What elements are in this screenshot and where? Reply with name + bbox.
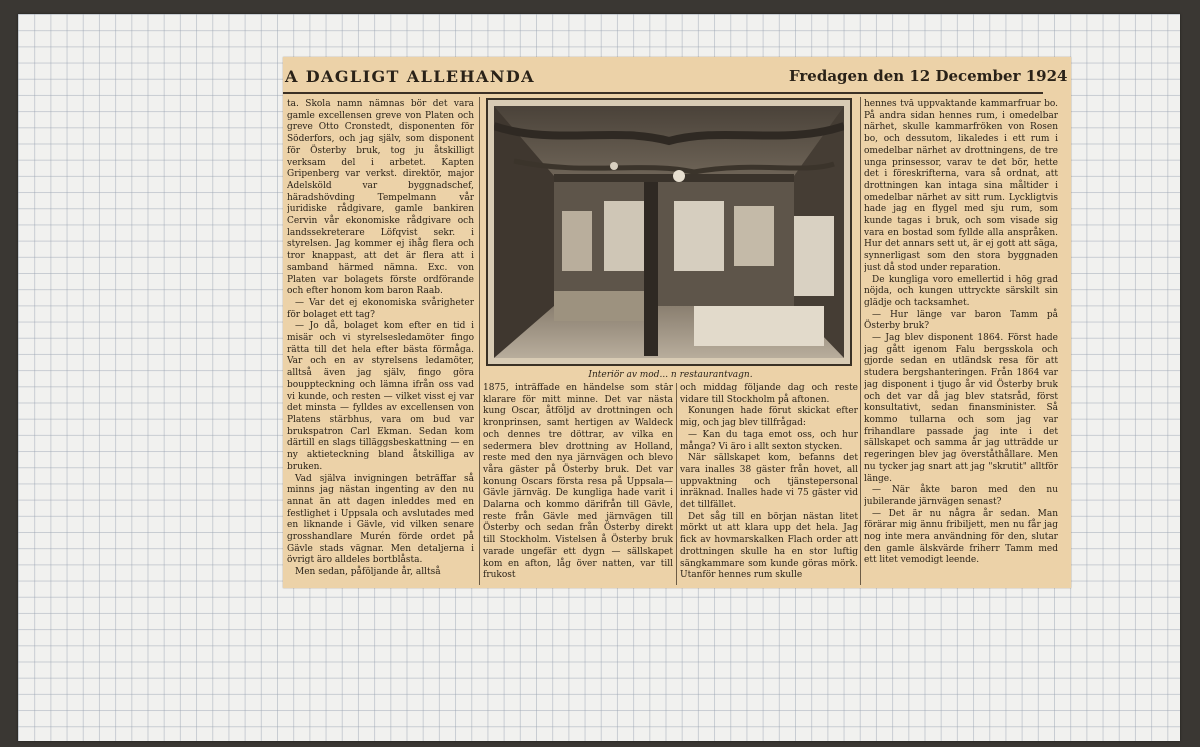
column-rule <box>676 383 677 585</box>
paragraph: — Jo då, bolaget kom efter en tid i misär och vi styrelsesledamöter fingo rätta till det hela efter bästa förmåga. Var och en av styrelsens ledamöter, alltså även jag själv, fingo göra bouppteckning och lämna ifrån oss vad vi kunde, och resten — vilket visst ej var det minsta — fylldes av excellensen von Platens stärbhus, vara om bud var brukspatron Carl Ekman. Sedan kom därtill en slags tilläggsbeskattning — en ny aktieteckning bland åtskilliga av bruken. <box>287 321 474 472</box>
paragraph: När sällskapet kom, befanns det vara inalles 38 gäster från hovet, all uppvaktning och tjänstepersonal inräknad. Inalles hade vi 75 gäster vid det tillfället. <box>680 453 858 511</box>
article-column-2 <box>483 383 673 585</box>
paragraph: — Hur länge var baron Tamm på Österby bruk? <box>864 309 1058 332</box>
paragraph: Vad själva invigningen beträffar så minns jag nästan ingenting av den nu annat än att dagen inleddes med en festlighet i Uppsala och avslutades med en liknande i Gävle, vid vilken senare grosshandlare Murén förde ordet på Gävle stads vägnar. Men detaljerna i övrigt äro alldeles bortblåsta. <box>287 473 474 566</box>
newspaper-clipping <box>283 57 1071 588</box>
restaurant-car-interior-photo <box>494 106 844 358</box>
paragraph: och middag följande dag och reste vidare till Stockholm på aftonen. <box>680 383 858 405</box>
paragraph: Men sedan, påföljande år, alltså <box>295 567 441 578</box>
issue-date: Fredagen den 12 December 1924 <box>789 67 1068 85</box>
paragraph: De kungliga voro emellertid i hög grad nöjda, och kungen uttryckte särskilt sin glädje och tacksamhet. <box>864 274 1058 308</box>
paragraph: — Det är nu några år sedan. Man förärar mig ännu fribiljett, men nu får jag nog inte mera användning för den, slutar den gamle älskvärde friherr Tamm med ett litet vemodigt leende. <box>864 508 1058 566</box>
column-rule <box>860 97 861 585</box>
paragraph: — När åkte baron med den nu jubilerande järnvägen senast? <box>864 485 1058 507</box>
article-column-3 <box>680 383 858 585</box>
column-rule <box>479 97 480 585</box>
paragraph: — Kan du taga emot oss, och hur många? Vi äro i allt sexton stycken. <box>680 429 858 452</box>
paragraph: — Var det ej ekonomiska svårigheter för bolaget ett tag? <box>287 297 474 320</box>
paragraph: Det såg till en början nästan litet mörkt ut att klara upp det hela. Jag fick av hovmarskalken Flach order att drottningen skulle ha en stor luftig sängkammare som kunde göras mörk. Utanför hennes rum skulle <box>680 511 858 581</box>
masthead <box>283 63 1071 93</box>
paragraph: ta. Skola namn nämnas bör det vara gamle excellensen greve von Platen och greve Otto Cronstedt, disponenten för Söderfors, och jag själv, som disponent för Österby bruk, tog ju åtskilligt verksam del i arbetet. Kapten Gripenberg var verkst. direktör, major Adelsköld var byggnadschef, häradshövding Tempelmann vår juridiske rådgivare, gamle bankiren Cervin vår ekonomiske rådgivare och landssekreterare Löfqvist sekr. i styrelsen. Jag kommer ej ihåg flera och tror knappast, att det är flera att i samband härmed nämna. Exc. von Platen var bolagets förste ordförande och efter honom kom baron Raab. <box>287 99 474 297</box>
article-column-1 <box>287 99 474 585</box>
paragraph: hennes två uppvaktande kammarfruar bo. På andra sidan hennes rum, i omedelbar närhet, skulle kammarfröken von Rosen bo, och dessutom, likaledes i ett rum i omedelbar närhet av drottningens, de tre unga prinsessor, varav te det bör, hette det i föreskrifterna, vara så ordnat, att drottningen kan intaga sina måltider i omedelbar närhet av sitt rum. Lyckligtvis hade jag en flygel med sju rum, som kunde tagas i bruk, och som visade sig vara en bostad som fyllde alla anspråken. Hur det annars sett ut, är ej gott att säga, synnerligast som den stora byggnaden just då stod under reparation. <box>864 99 1058 273</box>
masthead-rule <box>283 92 1043 94</box>
paragraph: — Jag blev disponent 1864. Först hade jag gått igenom Falu bergsskola och gjorde sedan en utländsk resa för att studera bergshanteringen. Från 1864 var jag disponent i tjugo år vid Österby bruk och det var då jag blev statsråd, först konsultativt, sedan finansminister. Så kommo tullarna och som jag var frihandlare passade jag inte i det sällskapet och samma år jag utträdde ur regeringen blev jag överståthållare. Men nu tycker jag snart att jag "skrutit" alltför länge. <box>864 333 1058 484</box>
photo-caption: Interiör av mod... n restaurantvagn. <box>588 370 753 380</box>
paragraph: Konungen hade förut skickat efter mig, och jag blev tillfrågad: <box>680 406 858 429</box>
newspaper-name: A DAGLIGT ALLEHANDA <box>285 67 535 86</box>
paragraph: 1875, inträffade en händelse som står klarare för mitt minne. Det var nästa kung Oscar, åtföljd av drottningen och kronprinsen, samt hertigen av Waldeck och dennes tre döttrar, av vilka en sedermera blev drottning av Holland, reste med den nya järnvägen och blevo våra gäster på Österby bruk. Det var konung Oscars första resa på Uppsala—Gävle järnväg. De kungliga hade varit i Dalarna och kommo därifrån till Gävle, reste från Gävle med järnvägen till Österby och sedan från Österby direkt till Stockholm. Vistelsen å Österby bruk varade ungefär ett dygn — sällskapet kom en afton, låg över natten, var till frukost <box>483 383 673 581</box>
article-column-4 <box>864 99 1058 585</box>
photo-frame <box>486 98 852 366</box>
